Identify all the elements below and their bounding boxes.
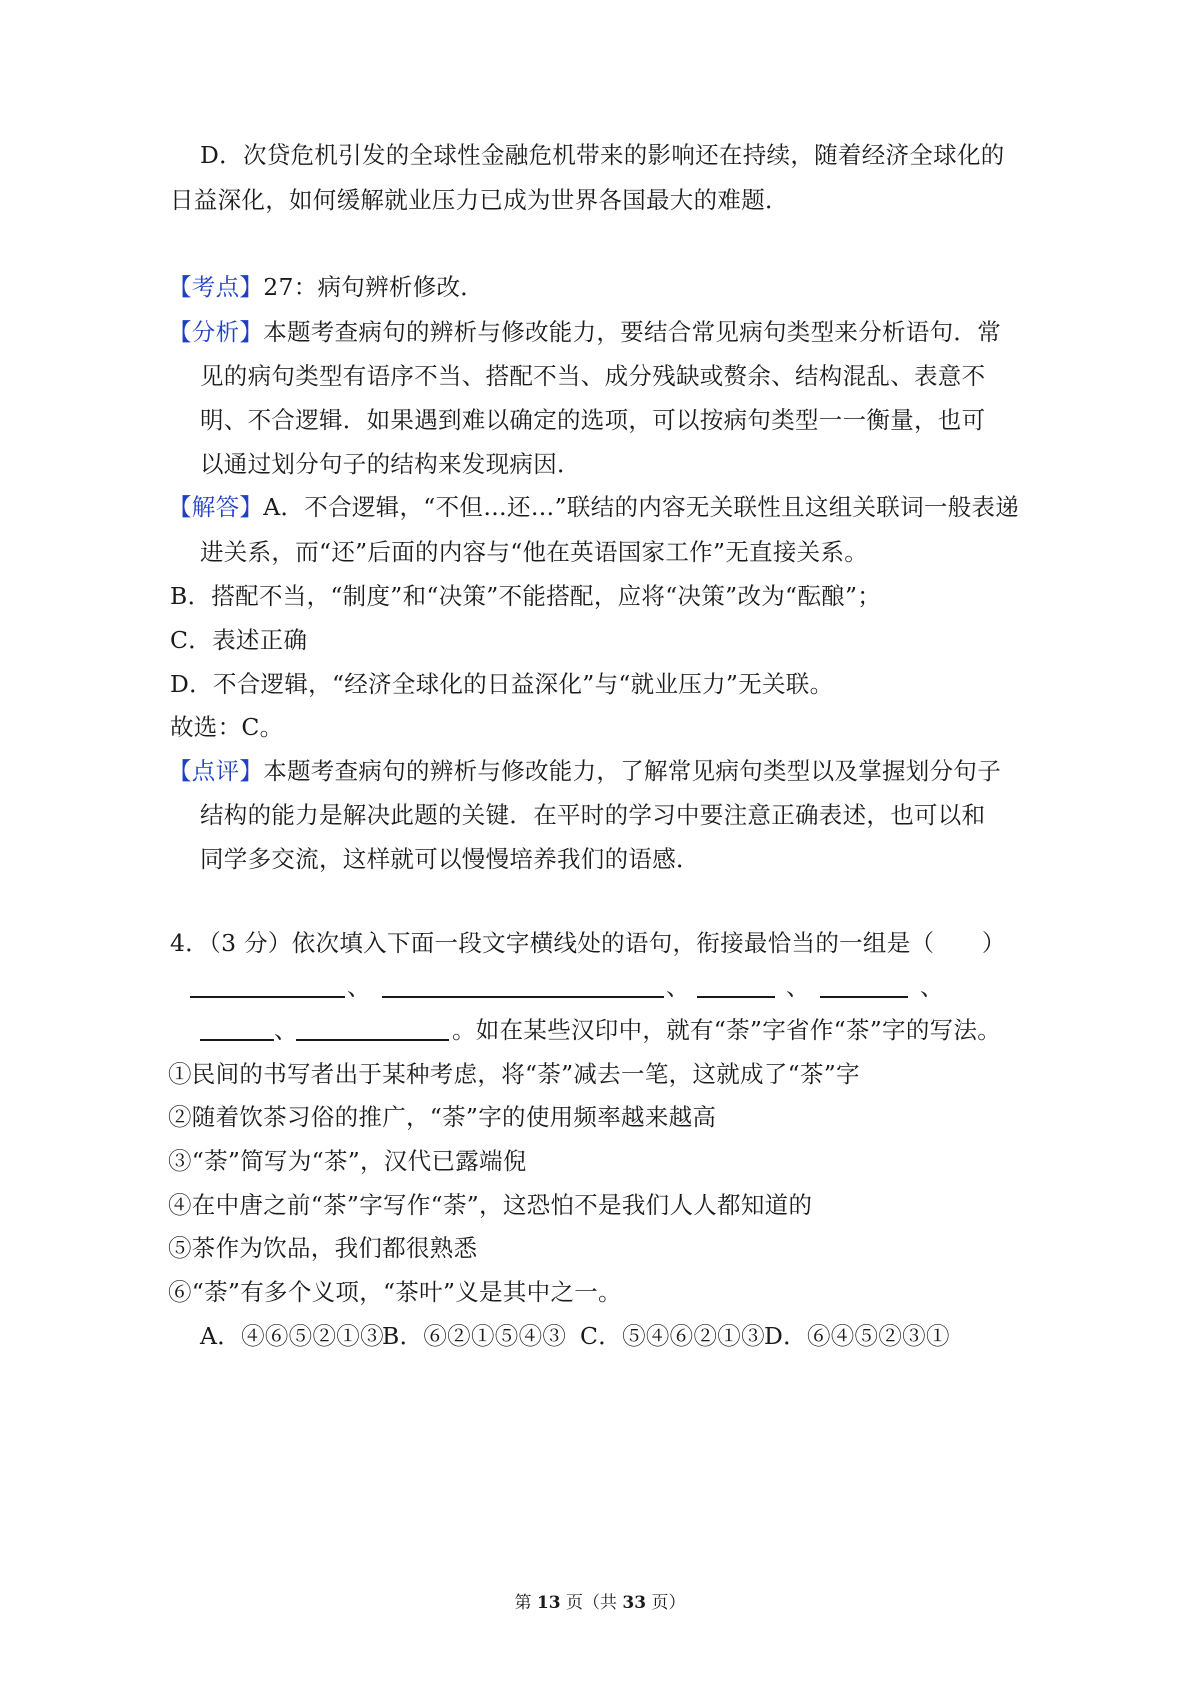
question-4-stem: 4．（3 分）依次填入下面一段文字横线处的语句，衔接最恰当的一组是（ ）	[170, 929, 1006, 957]
q4-item-4: ④在中唐之前“茶”字写作“荼”，这恐怕不是我们人人都知道的	[168, 1191, 813, 1219]
blank-5	[200, 1017, 274, 1041]
jieda-line2: 进关系，而“还”后面的内容与“他在英语国家工作”无直接关系。	[200, 538, 869, 566]
jieda-option-c: C．表述正确	[170, 626, 308, 654]
blank-separator-3: 、	[786, 973, 810, 1001]
dianping-line3: 同学多交流，这样就可以慢慢培养我们的语感．	[200, 845, 700, 873]
jieda-answer: 故选：C。	[170, 713, 284, 741]
q4-option-c: C．⑤④⑥②①③	[580, 1322, 765, 1350]
q4-item-5: ⑤茶作为饮品，我们都很熟悉	[168, 1234, 478, 1262]
blank-6	[296, 1017, 449, 1041]
jieda-section	[168, 492, 1019, 522]
q4-item-3: ③“荼”简写为“茶”，汉代已露端倪	[168, 1147, 527, 1175]
jieda-option-b: B．搭配不当，“制度”和“决策”不能搭配，应将“决策”改为“酝酿”；	[170, 582, 882, 610]
footer-page-number: 13	[536, 1593, 561, 1613]
dianping-section	[168, 756, 1001, 786]
footer-mid: 页（共	[566, 1593, 617, 1613]
kaodian-text: 27：病句辨析修改．	[263, 273, 485, 301]
blank-1	[190, 974, 345, 998]
q4-item-6: ⑥“荼”有多个义项，“茶叶”义是其中之一。	[168, 1278, 622, 1306]
question-4-tail: 。如在某些汉印中，就有“荼”字省作“茶”字的写法。	[452, 1016, 1002, 1044]
q4-option-d: D．⑥④⑤②③①	[764, 1322, 950, 1350]
page-footer	[0, 1588, 1200, 1613]
blank-separator-2: 、	[666, 973, 690, 1001]
fenxi-line1: 本题考查病句的辨析与修改能力，要结合常见病句类型来分析语句．常	[263, 318, 1002, 346]
footer-suffix: 页）	[651, 1593, 686, 1613]
footer-prefix: 第	[514, 1593, 532, 1613]
q4-item-2: ②随着饮茶习俗的推广，“荼”字的使用频率越来越高	[168, 1103, 717, 1131]
blank-3	[697, 974, 775, 998]
kaodian-section	[168, 272, 484, 302]
dianping-line2: 结构的能力是解决此题的关键．在平时的学习中要注意正确表述，也可以和	[200, 801, 986, 829]
dianping-line1: 本题考查病句的辨析与修改能力，了解常见病句类型以及掌握划分句子	[263, 757, 1002, 785]
q4-option-a: A．④⑥⑤②①③	[200, 1322, 384, 1350]
jieda-option-d: D．不合逻辑，“经济全球化的日益深化”与“就业压力”无关联。	[170, 670, 834, 698]
kaodian-tag: 【考点】	[168, 273, 264, 301]
option-d-line1: D．次贷危机引发的全球性金融危机带来的影响还在持续，随着经济全球化的	[200, 141, 1005, 169]
jieda-line1: A．不合逻辑，“不但…还…”联结的内容无关联性且这组关联词一般表递	[263, 493, 1020, 521]
blank-separator-1: 、	[347, 973, 371, 1001]
fenxi-tag: 【分析】	[168, 318, 264, 346]
blank-2	[382, 974, 664, 998]
blank-separator-5: 、	[274, 1016, 298, 1044]
q4-item-1: ①民间的书写者出于某种考虑，将“荼”减去一笔，这就成了“茶”字	[168, 1060, 860, 1088]
option-d-line2: 日益深化，如何缓解就业压力已成为世界各国最大的难题．	[170, 186, 789, 214]
fenxi-section	[168, 317, 1001, 347]
jieda-tag: 【解答】	[168, 493, 264, 521]
fenxi-line3: 明、不合逻辑．如果遇到难以确定的选项，可以按病句类型一一衡量，也可	[200, 406, 986, 434]
dianping-tag: 【点评】	[168, 757, 264, 785]
fenxi-line4: 以通过划分句子的结构来发现病因．	[200, 450, 581, 478]
q4-option-b: B．⑥②①⑤④③	[382, 1322, 567, 1350]
fenxi-line2: 见的病句类型有语序不当、搭配不当、成分残缺或赘余、结构混乱、表意不	[200, 362, 986, 390]
blank-separator-4: 、	[920, 973, 944, 1001]
footer-total-pages: 33	[622, 1593, 647, 1613]
blank-4	[820, 974, 908, 998]
